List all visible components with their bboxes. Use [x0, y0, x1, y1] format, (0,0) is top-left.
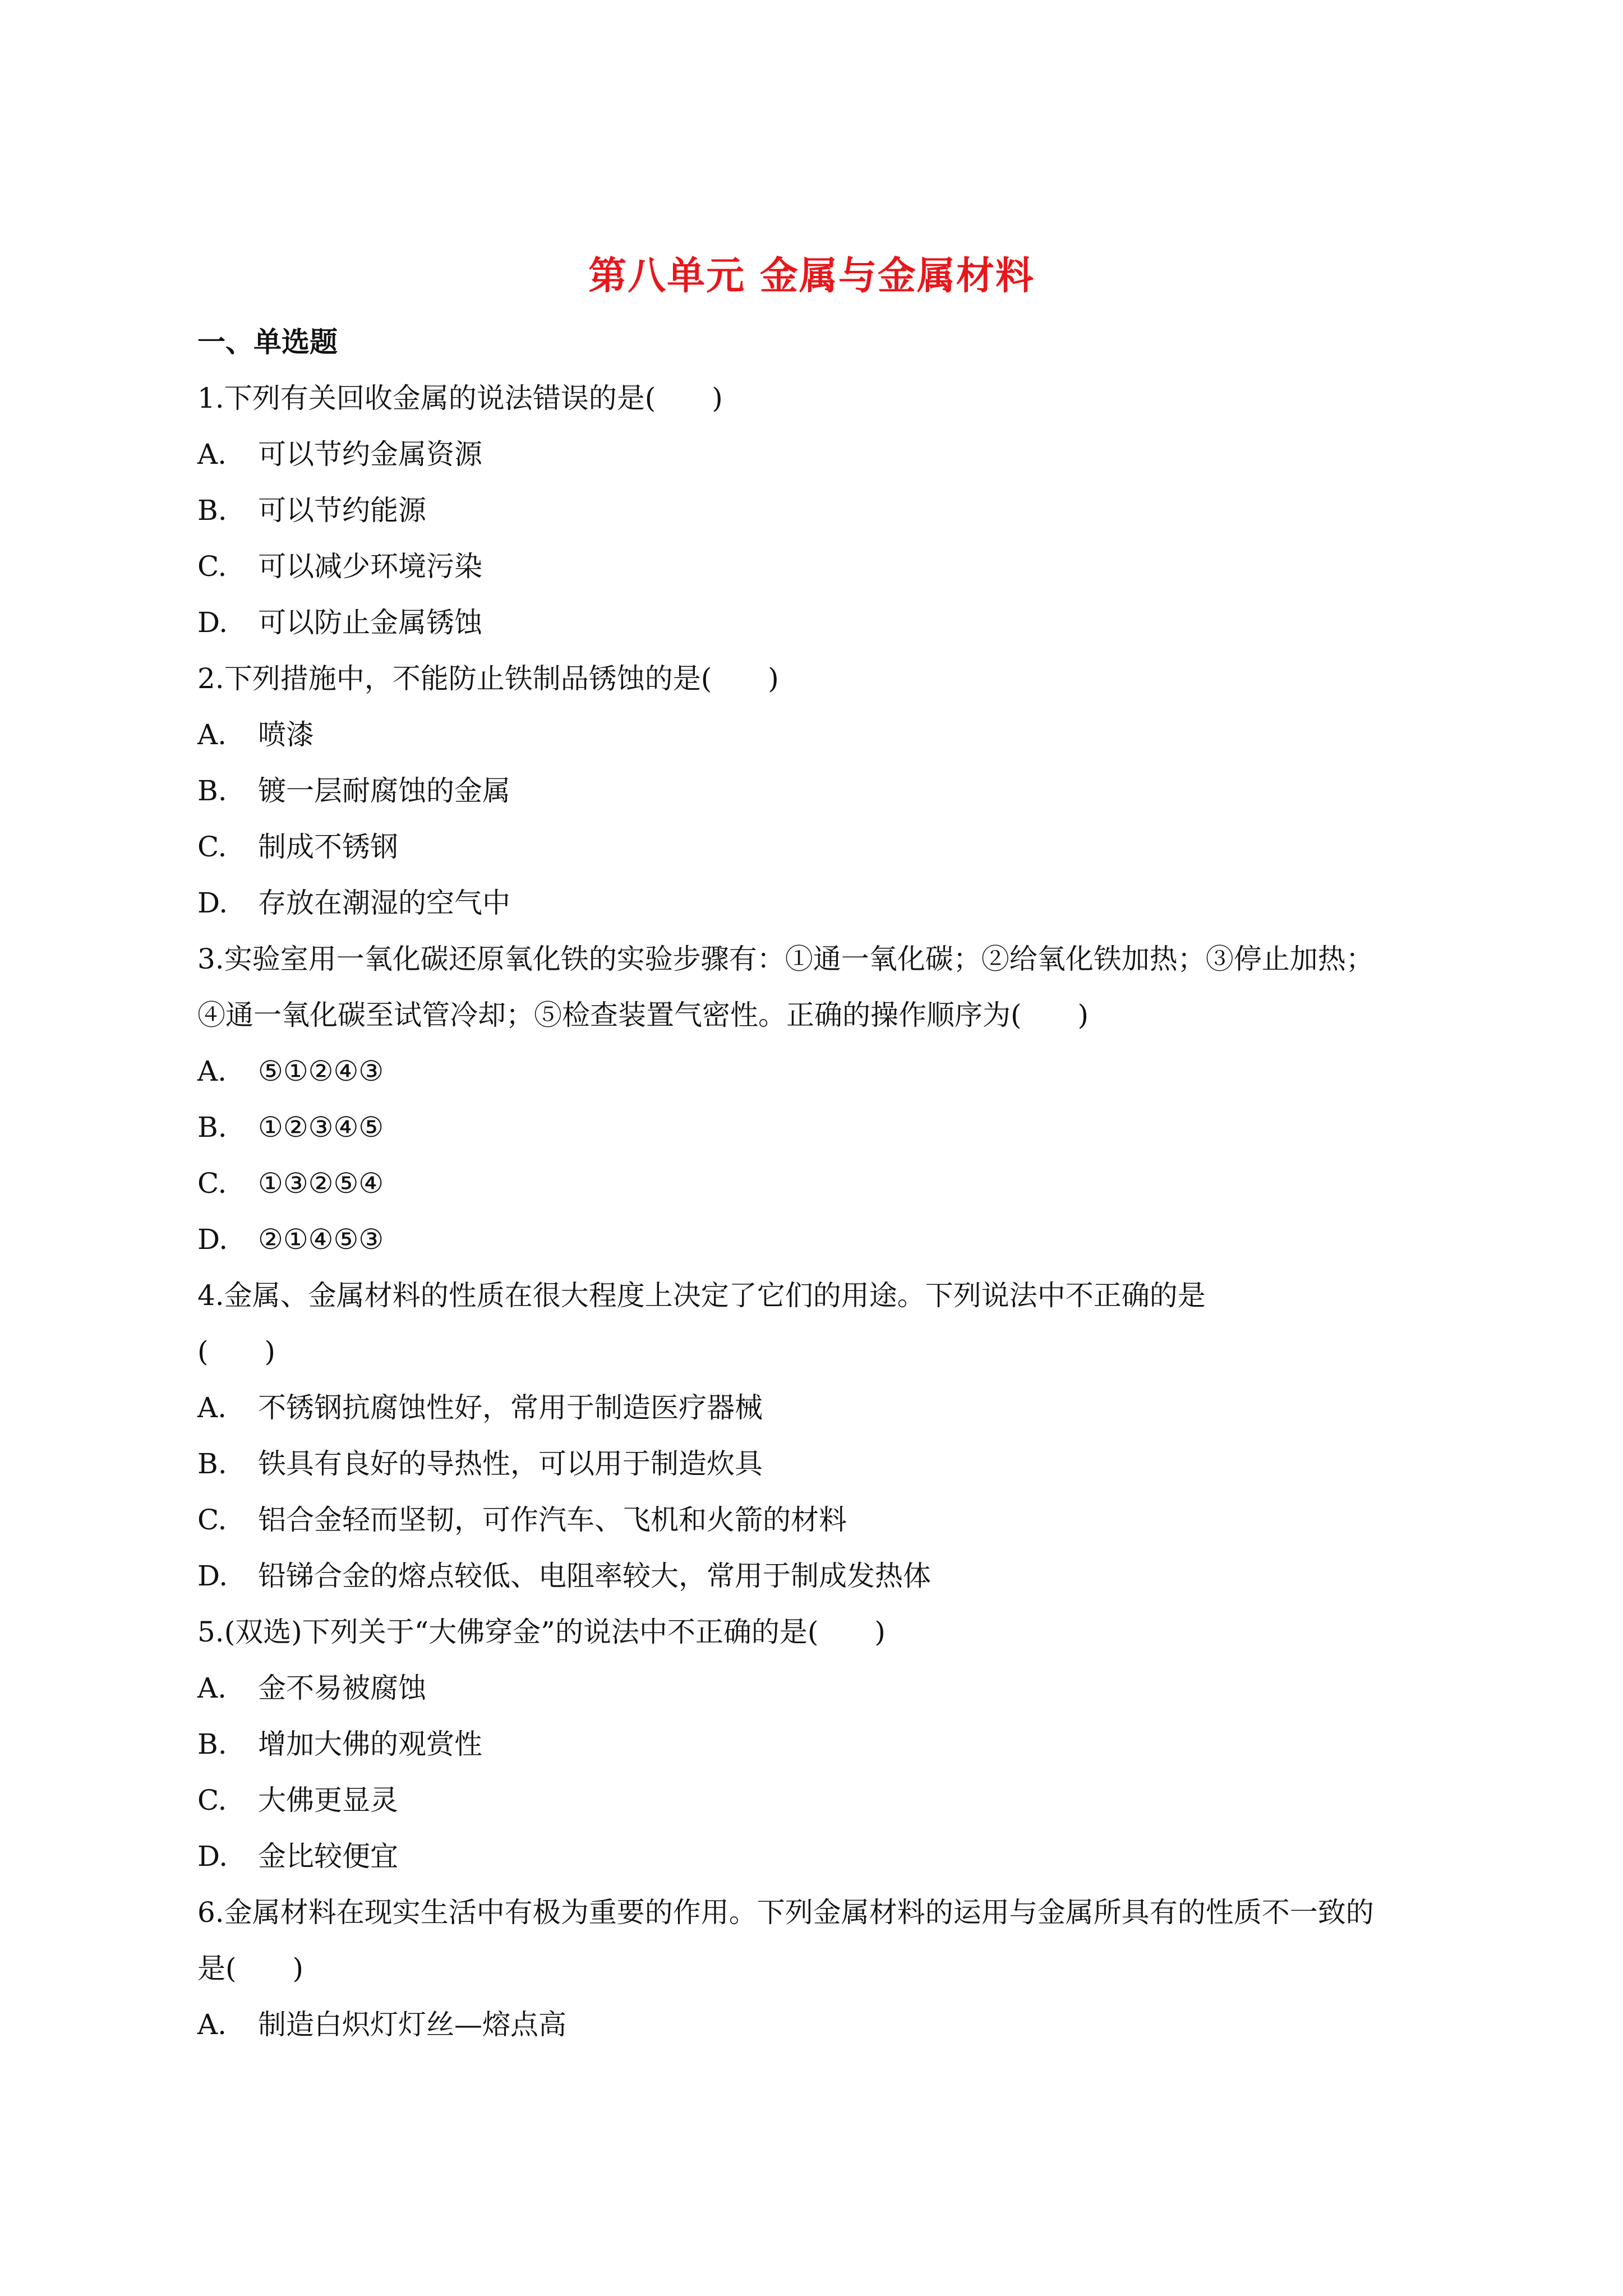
answer-option: [197, 763, 1454, 819]
question-1: [197, 370, 1454, 651]
question-list: [197, 314, 1454, 2053]
answer-option: [197, 538, 1454, 594]
question-stem: 2.下列措施中，不能防止铁制品锈蚀的是( ): [197, 662, 779, 695]
option-text: 金不易被腐蚀: [258, 1672, 426, 1704]
option-letter: C.: [197, 1167, 227, 1200]
question-stem: 5.(双选)下列关于“大佛穿金”的说法中不正确的是( ): [197, 1616, 886, 1648]
answer-option: [197, 1772, 1454, 1828]
option-text: 可以节约金属资源: [258, 438, 482, 471]
answer-option: [197, 1155, 1454, 1211]
answer-option: [197, 1436, 1454, 1492]
question-6: [197, 1884, 1454, 2053]
answer-option: [197, 819, 1454, 875]
option-letter: C.: [197, 831, 227, 863]
question-stem: 4.金属、金属材料的性质在很大程度上决定了它们的用途。下列说法中不正确的是: [197, 1279, 1206, 1312]
option-text: ①②③④⑤: [258, 1111, 384, 1144]
option-letter: B.: [197, 1111, 227, 1144]
question-stem: 1.下列有关回收金属的说法错误的是( ): [197, 382, 723, 414]
option-text: 制造白炽灯灯丝—熔点高: [258, 2008, 566, 2041]
answer-option: [197, 1211, 1454, 1267]
answer-option: [197, 1997, 1454, 2053]
option-letter: D.: [197, 1560, 228, 1592]
option-text: 存放在潮湿的空气中: [258, 887, 510, 919]
answer-option: [197, 482, 1454, 538]
option-letter: B.: [197, 774, 227, 807]
option-letter: A.: [197, 1672, 227, 1704]
answer-option: [197, 707, 1454, 763]
option-text: ①③②⑤④: [258, 1167, 384, 1200]
option-text: 制成不锈钢: [258, 831, 398, 863]
answer-option: [197, 594, 1454, 651]
option-letter: D.: [197, 606, 228, 639]
question-stem: 是( ): [197, 1952, 304, 1985]
option-text: ②①④⑤③: [258, 1223, 384, 1256]
option-text: 镀一层耐腐蚀的金属: [258, 774, 510, 807]
option-text: 铁具有良好的导热性，可以用于制造炊具: [258, 1447, 763, 1480]
answer-option: [197, 1492, 1454, 1548]
question-5: [197, 1604, 1454, 1884]
option-text: 大佛更显灵: [258, 1784, 398, 1816]
option-text: 金比较便宜: [258, 1840, 398, 1873]
option-text: 可以减少环境污染: [258, 550, 482, 583]
option-text: 增加大佛的观赏性: [258, 1728, 482, 1760]
answer-option: [197, 1716, 1454, 1772]
answer-option: [197, 426, 1454, 482]
option-letter: A.: [197, 1055, 227, 1087]
option-letter: A.: [197, 2008, 227, 2041]
option-text: 铝合金轻而坚韧，可作汽车、飞机和火箭的材料: [258, 1504, 847, 1536]
option-letter: D.: [197, 1840, 228, 1873]
option-text: 铅锑合金的熔点较低、电阻率较大，常用于制成发热体: [258, 1560, 931, 1592]
answer-option: [197, 1099, 1454, 1155]
option-letter: A.: [197, 1391, 227, 1424]
question-stem: ( ): [197, 1335, 276, 1368]
question-stem: ④通一氧化碳至试管冷却；⑤检查装置气密性。正确的操作顺序为( ): [197, 999, 1089, 1031]
section-heading: 一、单选题: [197, 325, 338, 358]
questions-container: [197, 370, 1454, 2053]
option-letter: C.: [197, 1784, 227, 1816]
answer-option: [197, 875, 1454, 931]
option-text: 不锈钢抗腐蚀性好，常用于制造医疗器械: [258, 1391, 763, 1424]
question-stem: 6.金属材料在现实生活中有极为重要的作用。下列金属材料的运用与金属所具有的性质不一致的: [197, 1896, 1374, 1929]
option-text: ⑤①②④③: [258, 1055, 384, 1087]
question-3: [197, 931, 1454, 1267]
answer-option: [197, 1380, 1454, 1436]
option-text: 可以节约能源: [258, 494, 426, 527]
answer-option: [197, 1828, 1454, 1884]
option-letter: B.: [197, 494, 227, 527]
question-4: [197, 1267, 1454, 1604]
option-letter: A.: [197, 438, 227, 471]
option-letter: A.: [197, 718, 227, 751]
option-letter: C.: [197, 550, 227, 583]
answer-option: [197, 1660, 1454, 1716]
answer-option: [197, 1043, 1454, 1099]
question-stem: 3.实验室用一氧化碳还原氧化铁的实验步骤有：①通一氧化碳；②给氧化铁加热；③停止加热；: [197, 943, 1374, 975]
option-letter: D.: [197, 887, 228, 919]
option-letter: B.: [197, 1728, 227, 1760]
answer-option: [197, 1548, 1454, 1604]
option-letter: C.: [197, 1504, 227, 1536]
question-2: [197, 651, 1454, 931]
document-title: 第八单元 金属与金属材料: [588, 253, 1035, 298]
option-text: 喷漆: [258, 718, 314, 751]
option-text: 可以防止金属锈蚀: [258, 606, 482, 639]
option-letter: D.: [197, 1223, 228, 1256]
option-letter: B.: [197, 1447, 227, 1480]
